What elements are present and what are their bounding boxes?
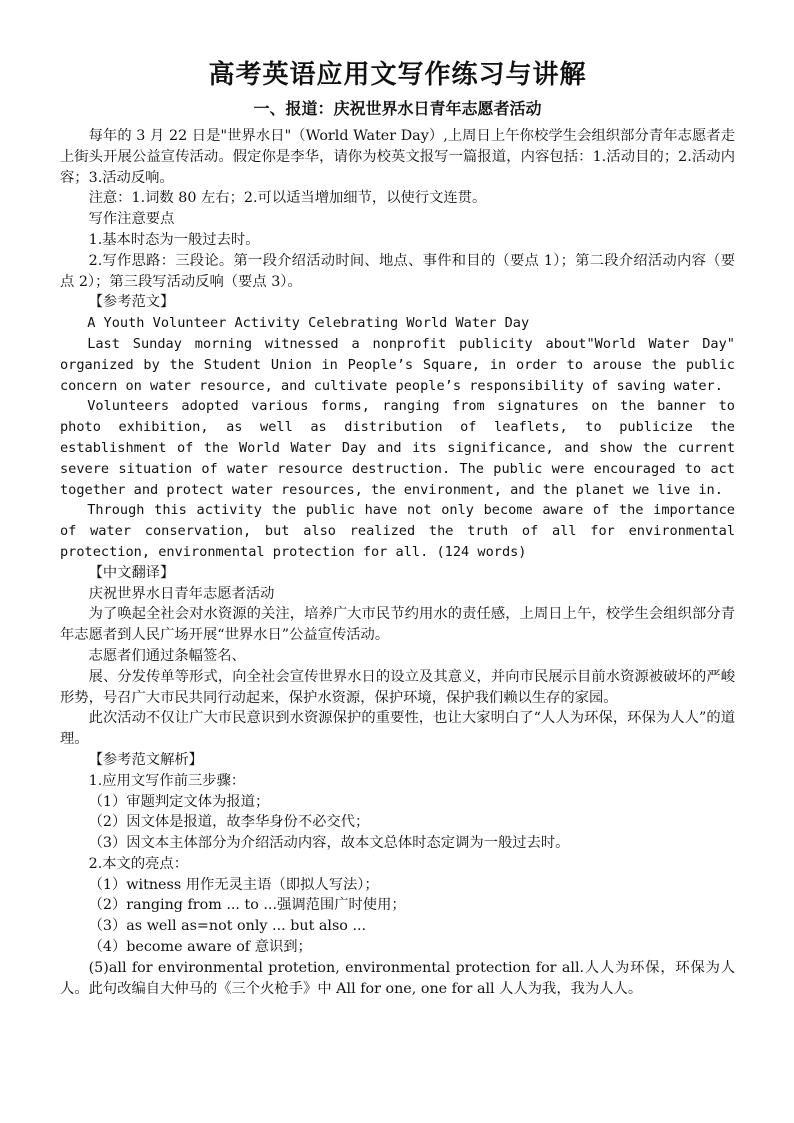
point-2: 2.写作思路：三段论。第一段介绍活动时间、地点、事件和目的（要点 1）；第二段介绍活动内容（要点 2）；第三段写活动反响（要点 3）。 (60, 252, 735, 290)
analysis-item-2: 2.本文的亮点： (88, 855, 189, 872)
analysis-item-2-2: （2）ranging from ... to ...强调范围广时使用； (88, 897, 406, 914)
model-paragraph-3: Through this activity the public have not only become aware of the importance of water conservation, but also realized the truth of all for environmental protection, environmental protection for all. (124 words) (60, 502, 735, 560)
analysis-item-2-5: (5)all for environmental protetion, environmental protection for all.人人为环保，环保为人人。此句改编自大仲马的《三个火枪手》中 All for one, one for all 人人为我，我为人人。 (60, 959, 735, 997)
task-note: 注意：1.词数 80 左右；2.可以适当增加细节，以使行文连贯。 (88, 190, 487, 207)
points-heading: 写作注意要点 (88, 211, 175, 228)
translation-paragraph-2a: 志愿者们通过条幅签名、 (88, 647, 246, 664)
model-paragraph-2: Volunteers adopted various forms, ranging from signatures on the banner to photo exhibition, as well as distribution of leaflets, to publicize the establishment of the World Water Day and its significance, and show the current severe situation of water resource destruction. The public were encouraged to act together and protect water resources, the environment, and the planet we live in. (60, 398, 735, 498)
analysis-item-1-1: （1）审题判定文体为报道； (88, 793, 270, 810)
document-page (60, 58, 735, 999)
analysis-item-1-3: （3）因文本主体部分为介绍活动内容，故本文总体时态定调为一般过去时。 (88, 835, 570, 852)
analysis-item-2-4: （4）become aware of 意识到； (88, 939, 312, 956)
model-heading: 【参考范文】 (88, 294, 175, 311)
translation-title: 庆祝世界水日青年志愿者活动 (88, 585, 275, 602)
task-paragraph: 每年的 3 月 22 日是"世界水日"（World Water Day）,上周日上午你校学生会组织部分青年志愿者走上街头开展公益宣传活动。假定你是李华，请你为校英文报写一篇报道，内容包括：1.活动目的；2.活动内容；3.活动反响。 (60, 128, 735, 186)
analysis-item-1: 1.应用文写作前三步骤： (88, 772, 246, 789)
model-paragraph-1: Last Sunday morning witnessed a nonprofit publicity about"World Water Day" organized by the Student Union in People’s Square, in order to arouse the public concern on water resource, and cultivate people’s responsibility of saving water. (60, 335, 735, 394)
analysis-item-2-1: （1）witness 用作无灵主语（即拟人写法）； (88, 876, 379, 893)
section-subtitle: 一、报道：庆祝世界水日青年志愿者活动 (253, 99, 542, 118)
translation-paragraph-3: 此次活动不仅让广大市民意识到水资源保护的重要性，也让大家明白了“人人为环保，环保为人人”的道理。 (60, 710, 735, 748)
analysis-heading: 【参考范文解析】 (88, 751, 203, 768)
translation-paragraph-1: 为了唤起全社会对水资源的关注，培养广大市民节约用水的责任感，上周日上午，校学生会组织部分青年志愿者到人民广场开展“世界水日”公益宣传活动。 (60, 606, 735, 644)
point-1: 1.基本时态为一般过去时。 (88, 231, 260, 248)
model-essay-title: A Youth Volunteer Activity Celebrating World Water Day (87, 315, 530, 332)
analysis-item-1-2: （2）因文体是报道，故李华身份不必交代； (88, 814, 370, 831)
analysis-item-2-3: （3）as well as=not only ... but also ... (88, 918, 367, 935)
translation-paragraph-2b: 展、分发传单等形式，向全社会宣传世界水日的设立及其意义，并向市民展示目前水资源被破坏的严峻形势，号召广大市民共同行动起来，保护水资源，保护环境，保护我们赖以生存的家园。 (60, 668, 735, 706)
translation-heading: 【中文翻译】 (88, 564, 175, 581)
page-title: 高考英语应用文写作练习与讲解 (208, 60, 587, 90)
